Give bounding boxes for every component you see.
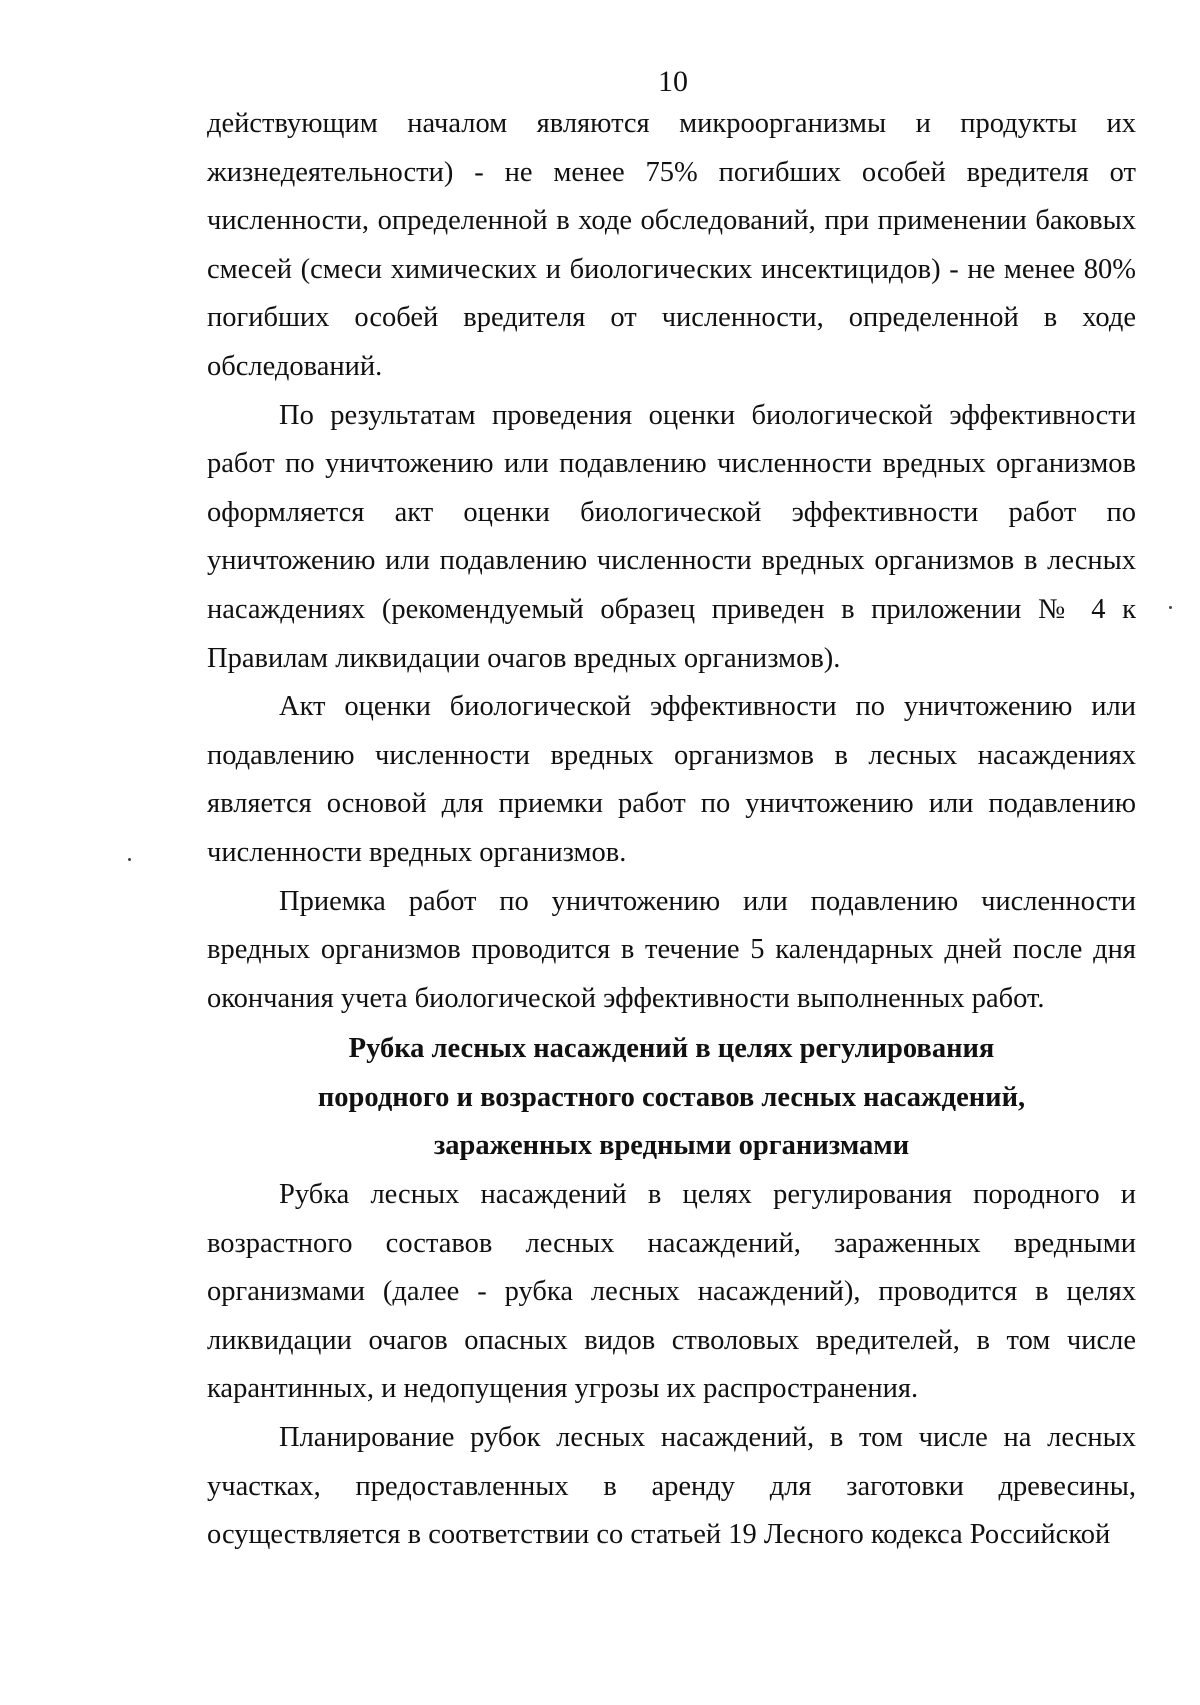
section-heading-line-1: Рубка лесных насаждений в целях регулирования: [348, 1033, 995, 1065]
paragraph-acceptance: Приемка работ по уничтожению или подавлению численности вредных организмов проводится в течение 5 календарных дней после дня окончания учета биологической эффективности выполненных работ.: [207, 885, 1136, 1014]
section-heading-line-3: зараженных вредными организмами: [433, 1130, 910, 1162]
paragraph-continuation: действующим началом являются микроорганизмы и продукты их жизнедеятельности) - не менее 75% погибших особей вредителя от численности, определенной в ходе обследований, при применении баковых смесей (смеси химических и биологических инсектицидов) - не менее 80% погибших особей вредителя от численности, определенной в ходе обследований.: [207, 108, 1136, 382]
section-heading-line-2: породного и возрастного составов лесных насаждений,: [317, 1081, 1026, 1113]
paragraph-evaluation-act: По результатам проведения оценки биологической эффективности работ по уничтожению или подавлению численности вредных организмов оформляется акт оценки биологической эффективности работ по уничтожению или подавлению численности вредных организмов в лесных насаждениях (рекомендуемый образец приведен в приложении № 4 к Правилам ликвидации очагов вредных организмов).: [207, 399, 1136, 674]
section-heading: [207, 1025, 1136, 1171]
paragraph-act-basis: Акт оценки биологической эффективности по уничтожению или подавлению численности вредных организмов в лесных насаждениях является основой для приемки работ по уничтожению или подавлению численности вредных организмов.: [207, 691, 1136, 868]
scan-speck: [128, 858, 131, 861]
scan-speck: [1169, 606, 1172, 609]
page-number: 10: [658, 65, 688, 98]
paragraph-felling-planning: Планирование рубок лесных насаждений, в том числе на лесных участках, предоставленных в аренду для заготовки древесины, осуществляется в соответствии со статьей 19 Лесного кодекса Российской: [207, 1422, 1136, 1551]
document-body: [207, 100, 1136, 1560]
paragraph-felling-purpose: Рубка лесных насаждений в целях регулирования породного и возрастного составов лесных насаждений, зараженных вредными организмами (далее - рубка лесных насаждений), проводится в целях ликвидации очагов опасных видов стволовых вредителей, в том числе карантинных, и недопущения угрозы их распространения.: [207, 1179, 1136, 1405]
